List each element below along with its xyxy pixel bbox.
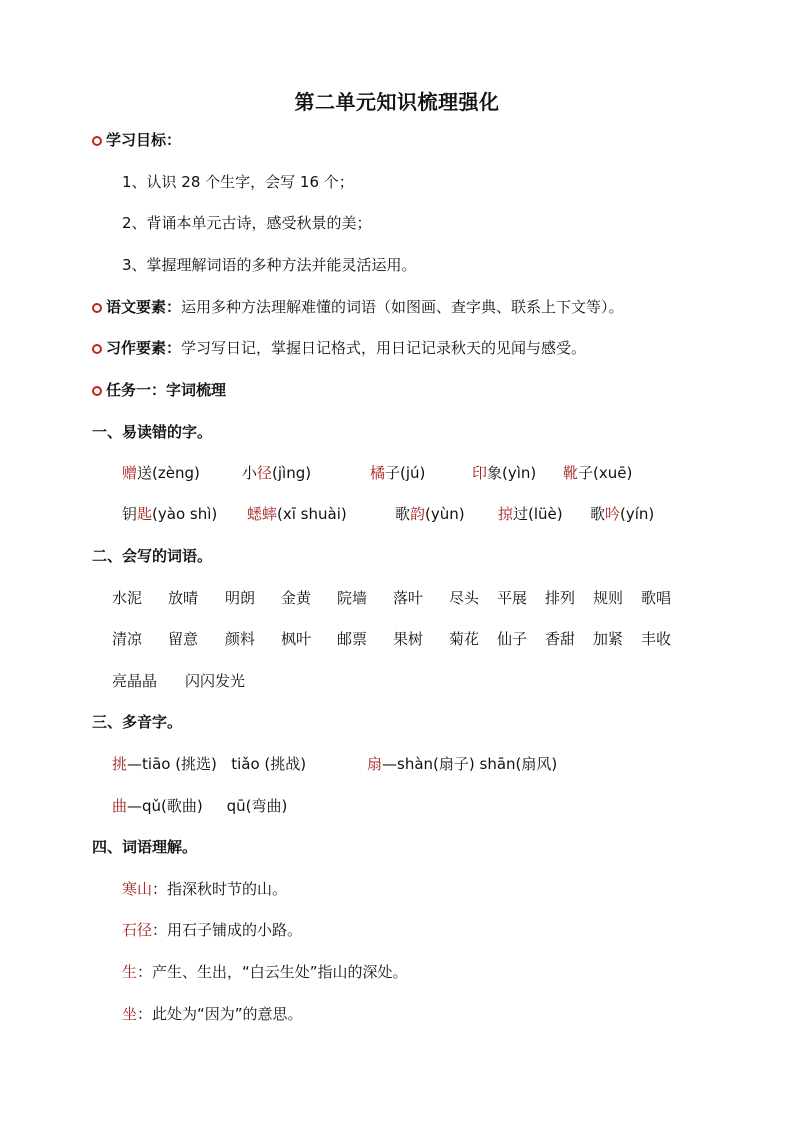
word-item: 果树 bbox=[393, 630, 424, 648]
section-heading: 三、多音字。 bbox=[92, 713, 183, 731]
word-item: 菊花 bbox=[449, 630, 480, 648]
pinyin-item: 蟋蟀(xī shuài) bbox=[247, 505, 347, 523]
word-item: 规则 bbox=[593, 589, 624, 607]
pinyin-item: 印象(yìn) bbox=[472, 464, 537, 482]
definition-item: 生：产生、生出，“白云生处”指山的深处。 bbox=[122, 963, 408, 981]
word-item: 水泥 bbox=[112, 589, 143, 607]
goal-item: 3、掌握理解词语的多种方法并能灵活运用。 bbox=[122, 256, 417, 274]
word-item: 清凉 bbox=[112, 630, 143, 648]
word-item: 金黄 bbox=[281, 589, 312, 607]
pinyin-item: 掠过(lüè) bbox=[498, 505, 563, 523]
xizuo-element: 习作要素：学习写日记，掌握日记格式，用日记记录秋天的见闻与感受。 bbox=[92, 337, 586, 359]
section-heading: 一、易读错的字。 bbox=[92, 423, 213, 441]
pinyin-item: 橘子(jú) bbox=[370, 464, 426, 482]
section-heading: 四、词语理解。 bbox=[92, 838, 198, 856]
page-title: 第二单元知识梳理强化 bbox=[294, 90, 500, 114]
word-item: 加紧 bbox=[593, 630, 624, 648]
goal-item: 2、背诵本单元古诗，感受秋景的美； bbox=[122, 214, 372, 232]
word-item: 歌唱 bbox=[641, 589, 672, 607]
definition-term: 生 bbox=[122, 963, 138, 981]
pinyin-item: 钥匙(yào shì) bbox=[122, 505, 218, 523]
bullet-circle-icon bbox=[92, 344, 102, 354]
goal-item: 1、认识 28 个生字，会写 16 个； bbox=[122, 173, 354, 191]
definition-term: 石径 bbox=[122, 921, 153, 939]
goals-heading: 学习目标： bbox=[92, 129, 181, 151]
definition-item: 坐：此处为“因为”的意思。 bbox=[122, 1005, 303, 1023]
word-item: 亮晶晶 bbox=[112, 672, 158, 690]
word-item: 排列 bbox=[545, 589, 576, 607]
polyphone-item: 曲—qǔ(歌曲) qū(弯曲) bbox=[112, 797, 288, 815]
bullet-circle-icon bbox=[92, 136, 102, 146]
word-item: 丰收 bbox=[641, 630, 672, 648]
pinyin-item: 歌吟(yín) bbox=[590, 505, 655, 523]
word-item: 枫叶 bbox=[281, 630, 312, 648]
pinyin-item: 小径(jìng) bbox=[242, 464, 312, 482]
polyphone-item: 扇—shàn(扇子) shān(扇风) bbox=[367, 755, 558, 773]
word-item: 仙子 bbox=[497, 630, 528, 648]
word-item: 邮票 bbox=[337, 630, 368, 648]
word-item: 院墙 bbox=[337, 589, 368, 607]
pinyin-item: 赠送(zèng) bbox=[122, 464, 200, 482]
word-item: 平展 bbox=[497, 589, 528, 607]
yuwen-element: 语文要素：运用多种方法理解难懂的词语（如图画、查字典、联系上下文等）。 bbox=[92, 296, 624, 318]
definition-item: 石径：用石子铺成的小路。 bbox=[122, 921, 303, 939]
pinyin-item: 靴子(xuē) bbox=[563, 464, 633, 482]
polyphone-item: 挑—tiāo (挑选) tiǎo (挑战) bbox=[112, 755, 307, 773]
bullet-circle-icon bbox=[92, 386, 102, 396]
task-heading: 任务一：字词梳理 bbox=[92, 379, 226, 401]
section-heading: 二、会写的词语。 bbox=[92, 547, 213, 565]
word-item: 放晴 bbox=[168, 589, 199, 607]
pinyin-item: 歌韵(yùn) bbox=[395, 505, 465, 523]
word-item: 闪闪发光 bbox=[185, 672, 246, 690]
bullet-circle-icon bbox=[92, 303, 102, 313]
definition-item: 寒山：指深秋时节的山。 bbox=[122, 880, 288, 898]
word-item: 留意 bbox=[168, 630, 199, 648]
word-item: 颜料 bbox=[225, 630, 256, 648]
word-item: 落叶 bbox=[393, 589, 424, 607]
definition-term: 寒山 bbox=[122, 880, 153, 898]
definition-term: 坐 bbox=[122, 1005, 138, 1023]
word-item: 尽头 bbox=[449, 589, 480, 607]
word-item: 香甜 bbox=[545, 630, 576, 648]
word-item: 明朗 bbox=[225, 589, 256, 607]
